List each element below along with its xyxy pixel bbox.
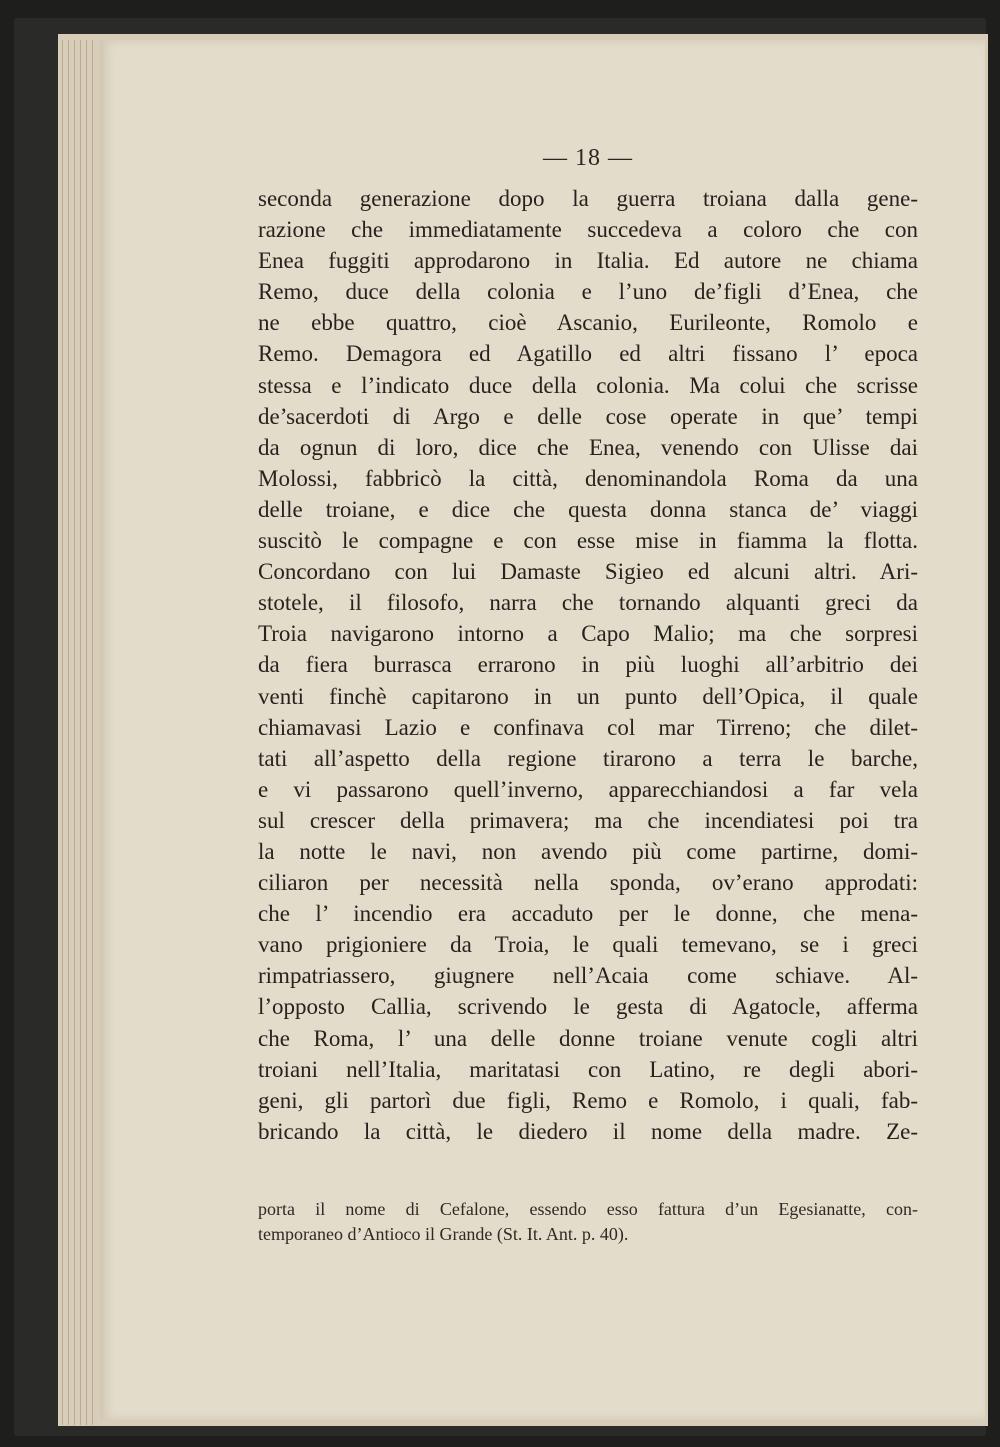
text-line: l’opposto Callia, scrivendo le gesta di Agatocle, afferma — [258, 994, 918, 1020]
text-line: Concordano con lui Damaste Sigieo ed alcuni altri. Ari- — [258, 559, 918, 585]
page-edge-line — [74, 40, 75, 1425]
text-line: Remo, duce della colonia e l’uno de’figli d’Enea, che — [258, 279, 918, 305]
text-line: tati all’aspetto della regione tirarono a terra le barche, — [258, 745, 918, 771]
text-line: sul crescer della primavera; ma che incendiatesi poi tra — [258, 807, 918, 833]
text-line: stotele, il filosofo, narra che tornando alquanti greci da — [258, 590, 918, 616]
text-line: razione che immediatamente succedeva a coloro che con — [258, 217, 918, 243]
text-line: geni, gli partorì due figli, Remo e Romolo, i quali, fab- — [258, 1087, 918, 1113]
text-line: troiani nell’Italia, maritatasi con Latino, re degli abori- — [258, 1056, 918, 1082]
text-line: Enea fuggiti approdarono in Italia. Ed autore ne chiama — [258, 248, 918, 274]
page-number: — 18 — — [543, 145, 633, 171]
footnote — [258, 1197, 918, 1247]
text-line: bricando la città, le diedero il nome della madre. Ze- — [258, 1118, 918, 1144]
text-line: seconda generazione dopo la guerra troiana dalla gene- — [258, 186, 918, 211]
text-line: delle troiane, e dice che questa donna stanca de’ viaggi — [258, 496, 918, 522]
text-line: e vi passarono quell’inverno, apparecchiandosi a far vela — [258, 776, 918, 802]
page-edge-line — [80, 40, 81, 1425]
text-line: chiamavasi Lazio e confinava col mar Tirreno; che dilet- — [258, 714, 918, 740]
text-line: che Roma, l’ una delle donne troiane venute cogli altri — [258, 1025, 918, 1051]
text-line: vano prigioniere da Troia, le quali temevano, se i greci — [258, 932, 918, 958]
text-line: venti finchè capitarono in un punto dell’Opica, il quale — [258, 683, 918, 709]
page-edge-line — [92, 40, 93, 1425]
text-line: rimpatriassero, giugnere nell’Acaia come schiave. Al- — [258, 963, 918, 989]
text-line: che l’ incendio era accaduto per le donne, che mena- — [258, 901, 918, 927]
page-edge-line — [62, 40, 63, 1425]
text-line: la notte le navi, non avendo più come partirne, domi- — [258, 838, 918, 864]
text-line: Troia navigarono intorno a Capo Malio; ma che sorpresi — [258, 621, 918, 647]
text-line: ne ebbe quattro, cioè Ascanio, Eurileonte, Romolo e — [258, 310, 918, 336]
text-line: suscitò le compagne e con esse mise in fiamma la flotta. — [258, 528, 918, 554]
text-line: Molossi, fabbricò la città, denominandola Roma da una — [258, 465, 918, 491]
page-edge-line — [86, 40, 87, 1425]
text-line: Remo. Demagora ed Agatillo ed altri fissano l’ epoca — [258, 341, 918, 367]
text-line: da ognun di loro, dice che Enea, venendo con Ulisse dai — [258, 434, 918, 460]
footnote-line: temporaneo d’Antioco il Grande (St. It. Ant. p. 40). — [258, 1224, 629, 1244]
footnote-line: porta il nome di Cefalone, essendo esso fattura d’un Egesianatte, con- — [258, 1199, 918, 1219]
text-line: da fiera burrasca errarono in più luoghi all’arbitrio dei — [258, 652, 918, 678]
page-edge-line — [68, 40, 69, 1425]
text-line: stessa e l’indicato duce della colonia. Ma colui che scrisse — [258, 372, 918, 398]
text-line: de’sacerdoti di Argo e delle cose operate in que’ tempi — [258, 403, 918, 429]
text-line: ciliaron per necessità nella sponda, ov’erano approdati: — [258, 870, 918, 896]
body-text — [258, 183, 918, 1147]
